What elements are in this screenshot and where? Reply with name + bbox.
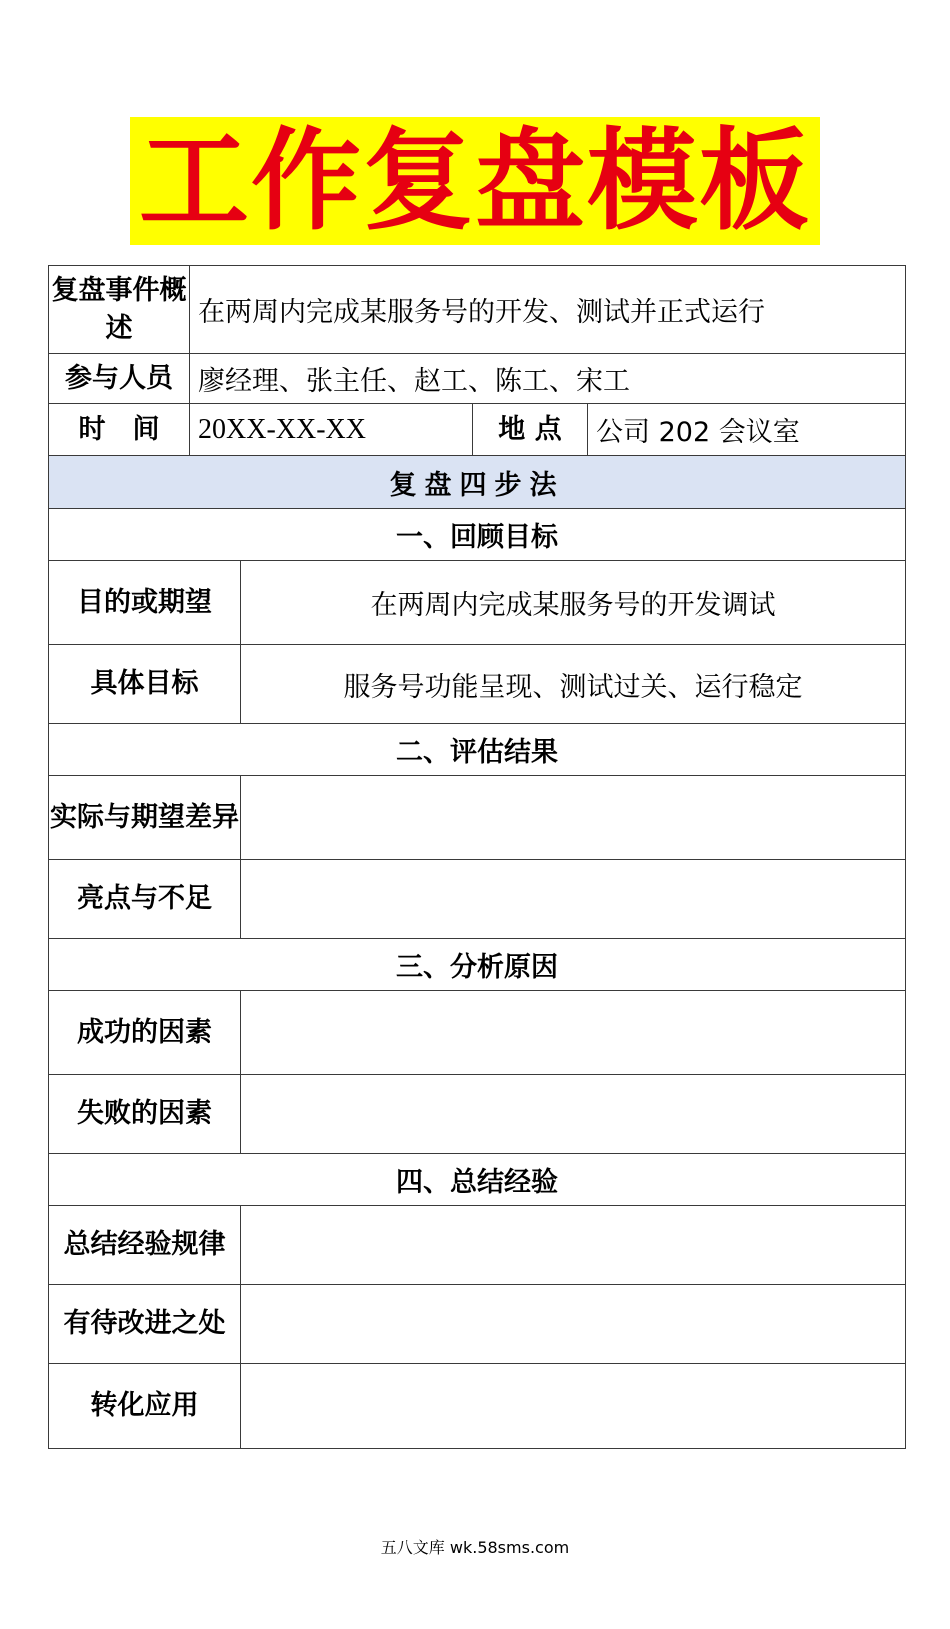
row-label: 失败的因素 — [49, 1075, 241, 1154]
people-row — [49, 354, 906, 404]
time-value: 20XX-XX-XX — [190, 404, 473, 456]
section-title-row — [49, 724, 906, 776]
people-label: 参与人员 — [49, 354, 190, 404]
table-row — [49, 645, 906, 724]
footer-watermark: 五八文库 wk.58sms.com — [380, 1538, 570, 1557]
row-value[interactable] — [241, 991, 906, 1075]
row-label: 成功的因素 — [49, 991, 241, 1075]
row-value[interactable] — [241, 860, 906, 939]
method-band — [49, 456, 906, 509]
page-title: 工作复盘模板 — [139, 116, 811, 245]
row-label: 转化应用 — [49, 1364, 241, 1449]
row-value: 服务号功能呈现、测试过关、运行稳定 — [241, 645, 906, 724]
review-form-table — [48, 265, 906, 1449]
section-title: 一、回顾目标 — [49, 509, 906, 561]
table-row — [49, 1075, 906, 1154]
row-value[interactable] — [241, 1206, 906, 1285]
row-label: 具体目标 — [49, 645, 241, 724]
place-label: 地 点 — [473, 404, 588, 456]
row-label: 有待改进之处 — [49, 1285, 241, 1364]
table-row — [49, 561, 906, 645]
place-value: 公司 202 会议室 — [588, 404, 906, 456]
time-label: 时 间 — [49, 404, 190, 456]
time-place-row — [49, 404, 906, 456]
row-label: 目的或期望 — [49, 561, 241, 645]
people-value: 廖经理、张主任、赵工、陈工、宋工 — [190, 354, 906, 404]
row-label: 实际与期望差异 — [49, 776, 241, 860]
row-value[interactable] — [241, 1364, 906, 1449]
section-title-row — [49, 1154, 906, 1206]
row-label: 总结经验规律 — [49, 1206, 241, 1285]
event-value: 在两周内完成某服务号的开发、测试并正式运行 — [190, 266, 906, 354]
table-row — [49, 991, 906, 1075]
table-row — [49, 1285, 906, 1364]
section-title: 二、评估结果 — [49, 724, 906, 776]
event-row — [49, 266, 906, 354]
row-value[interactable] — [241, 776, 906, 860]
section-title-row — [49, 509, 906, 561]
method-title: 复盘四步法 — [49, 456, 906, 509]
title-banner — [130, 117, 820, 245]
table-row — [49, 860, 906, 939]
section-title: 四、总结经验 — [49, 1154, 906, 1206]
event-label: 复盘事件概 述 — [49, 266, 190, 354]
table-row — [49, 1206, 906, 1285]
section-title: 三、分析原因 — [49, 939, 906, 991]
row-label: 亮点与不足 — [49, 860, 241, 939]
table-row — [49, 776, 906, 860]
row-value[interactable] — [241, 1285, 906, 1364]
row-value[interactable] — [241, 1075, 906, 1154]
table-row — [49, 1364, 906, 1449]
section-title-row — [49, 939, 906, 991]
row-value: 在两周内完成某服务号的开发调试 — [241, 561, 906, 645]
